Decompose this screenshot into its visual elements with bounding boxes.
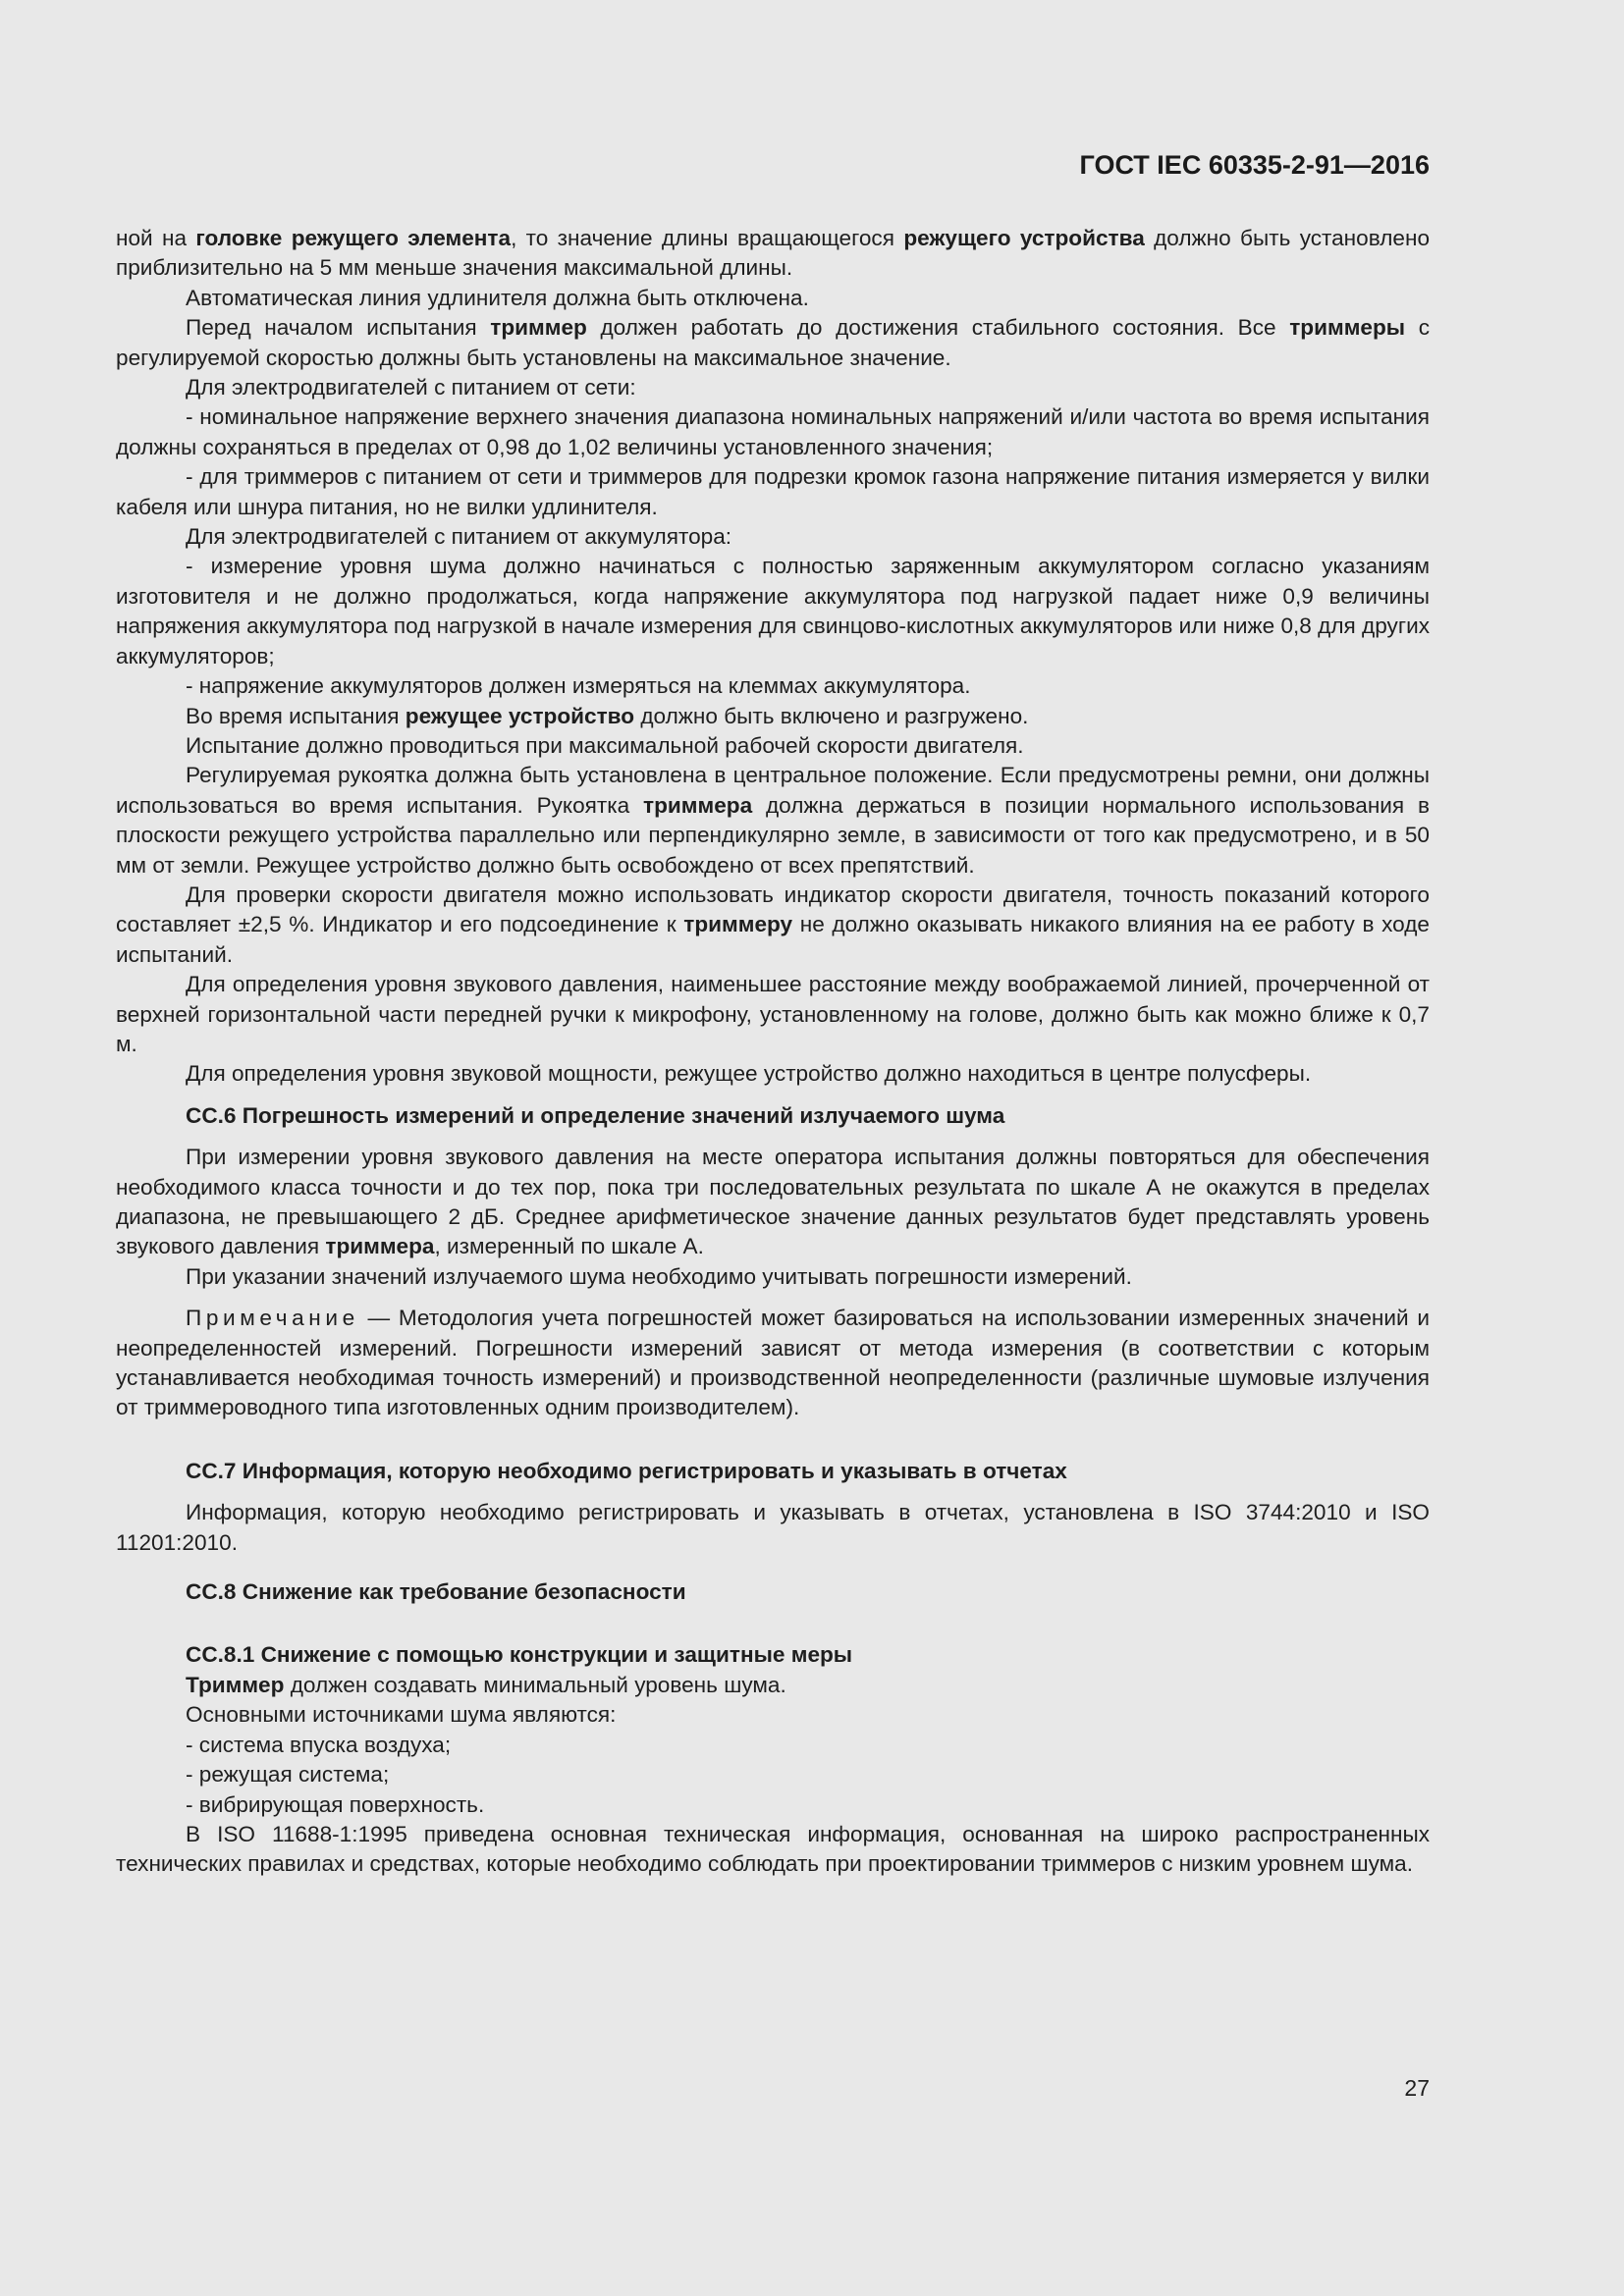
document-header: ГОСТ IEC 60335-2-91—2016: [1079, 150, 1430, 180]
paragraph: Для проверки скорости двигателя можно использовать индикатор скорости двигателя, точность показаний которого составляет ±2,5 %. Индикатор и его подсоединение к триммеру не должно оказывать никакого влияния на ее работу в ходе испытаний.: [116, 881, 1430, 967]
list-item: - номинальное напряжение верхнего значения диапазона номинальных напряжений и/или частота во время испытания должны сохраняться в пределах от 0,98 до 1,02 величины установленного значения;: [116, 404, 1430, 459]
bold-term: триммеру: [683, 912, 793, 937]
document-body: [116, 224, 1430, 1880]
paragraph: В ISO 11688-1:1995 приведена основная техническая информация, основанная на широко распространенных технических правилах и средствах, которые необходимо соблюдать при проектировании триммеров с низким уровнем шума.: [116, 1821, 1430, 1877]
paragraph: При измерении уровня звукового давления на месте оператора испытания должны повторяться для обеспечения необходимого класса точности и до тех пор, пока три последовательных результата по шкале А не окажутся в пределах диапазона, не превышающего 2 дБ. Среднее арифметическое значение данных результатов будет представлять уровень звукового давления триммера, измеренный по шкале А.: [116, 1145, 1430, 1259]
paragraph: Информация, которую необходимо регистрировать и указывать в отчетах, установлена в ISO 3744:2010 и ISO 11201:2010.: [116, 1500, 1430, 1555]
list-item: - для триммеров с питанием от сети и триммеров для подрезки кромок газона напряжение питания измеряется у вилки кабеля или шнура питания, но не вилки удлинителя.: [116, 464, 1430, 519]
paragraph: Для определения уровня звукового давления, наименьшее расстояние между воображаемой линией, прочерченной от верхней горизонтальной части передней ручки к микрофону, установленному на голове, должно быть как можно ближе к 0,7 м.: [116, 972, 1430, 1056]
bold-term: режущее устройство: [405, 703, 635, 728]
bold-term: головке режущего элемента: [195, 226, 512, 250]
note: [116, 1304, 1430, 1423]
list-item: - режущая система;: [186, 1762, 390, 1788]
bold-term: Триммер: [186, 1672, 285, 1697]
list-item: - измерение уровня шума должно начинаться с полностью заряженным аккумулятором согласно указаниям изготовителя и не должно продолжаться, когда напряжение аккумулятора под нагрузкой падает ниже 0,9 величины напряжения аккумулятора под нагрузкой в начале измерения для свинцово-кислотных аккумуляторов или ниже 0,8 для других аккумуляторов;: [116, 554, 1430, 668]
list-item: - напряжение аккумуляторов должен измеряться на клеммах аккумулятора.: [186, 673, 971, 699]
paragraph: Для определения уровня звуковой мощности, режущее устройство должно находиться в центре полусферы.: [186, 1061, 1312, 1087]
paragraph: Для электродвигателей с питанием от сети:: [186, 375, 636, 400]
paragraph: Во время испытания режущее устройство должно быть включено и разгружено.: [186, 703, 1029, 728]
note-text: — Методология учета погрешностей может базироваться на использовании измеренных значений и неопределенностей измерений. Погрешности измерений зависят от метода измерения (в соответствии с которым устанавливается необходимая точность измерений) и производственной неопределенности (различные шумовые излучения от триммероводного типа изготовленных одним производителем).: [116, 1306, 1430, 1420]
paragraph: При указании значений излучаемого шума необходимо учитывать погрешности измерений.: [186, 1263, 1132, 1289]
list-item: - вибрирующая поверхность.: [186, 1791, 485, 1817]
paragraph: Автоматическая линия удлинителя должна быть отключена.: [186, 285, 809, 310]
paragraph: ной на головке режущего элемента, то значение длины вращающегося режущего устройства должно быть установлено приблизительно на 5 мм меньше значения максимальной длины.: [116, 226, 1431, 281]
paragraph: Основными источниками шума являются:: [186, 1702, 617, 1728]
paragraph: Регулируемая рукоятка должна быть установлена в центральное положение. Если предусмотрены ремни, они должны использоваться во время испытания. Рукоятка триммера должна держаться в позиции нормального использования в плоскости режущего устройства параллельно или перпендикулярно земле, в зависимости от того как предусмотрено, и в 50 мм от земли. Режущее устройство должно быть освобождено от всех препятствий.: [116, 763, 1431, 878]
section-heading-cc7: СС.7 Информация, которую необходимо регистрировать и указывать в отчетах: [186, 1458, 1067, 1483]
section-heading-cc8: СС.8 Снижение как требование безопасности: [186, 1579, 686, 1605]
bold-term: триммеры: [1289, 315, 1406, 341]
bold-term: триммера: [643, 792, 753, 818]
paragraph: Для электродвигателей с питанием от аккумулятора:: [186, 524, 732, 550]
bold-term: триммера: [325, 1234, 435, 1259]
paragraph: Триммер должен создавать минимальный уровень шума.: [186, 1672, 786, 1697]
paragraph: Испытание должно проводиться при максимальной рабочей скорости двигателя.: [186, 732, 1024, 758]
list-item: - система впуска воздуха;: [186, 1732, 452, 1757]
page-number: 27: [1404, 2075, 1430, 2101]
bold-term: режущего устройства: [903, 226, 1145, 250]
paragraph: Перед началом испытания триммер должен работать до достижения стабильного состояния. Все триммеры с регулируемой скоростью должны быть установлены на максимальное значение.: [116, 315, 1431, 370]
section-heading-cc8-1: СС.8.1 Снижение с помощью конструкции и защитные меры: [186, 1642, 853, 1668]
section-heading-cc6: СС.6 Погрешность измерений и определение значений излучаемого шума: [186, 1102, 1005, 1128]
bold-term: триммер: [490, 315, 587, 341]
note-label: Примечание: [186, 1306, 359, 1331]
